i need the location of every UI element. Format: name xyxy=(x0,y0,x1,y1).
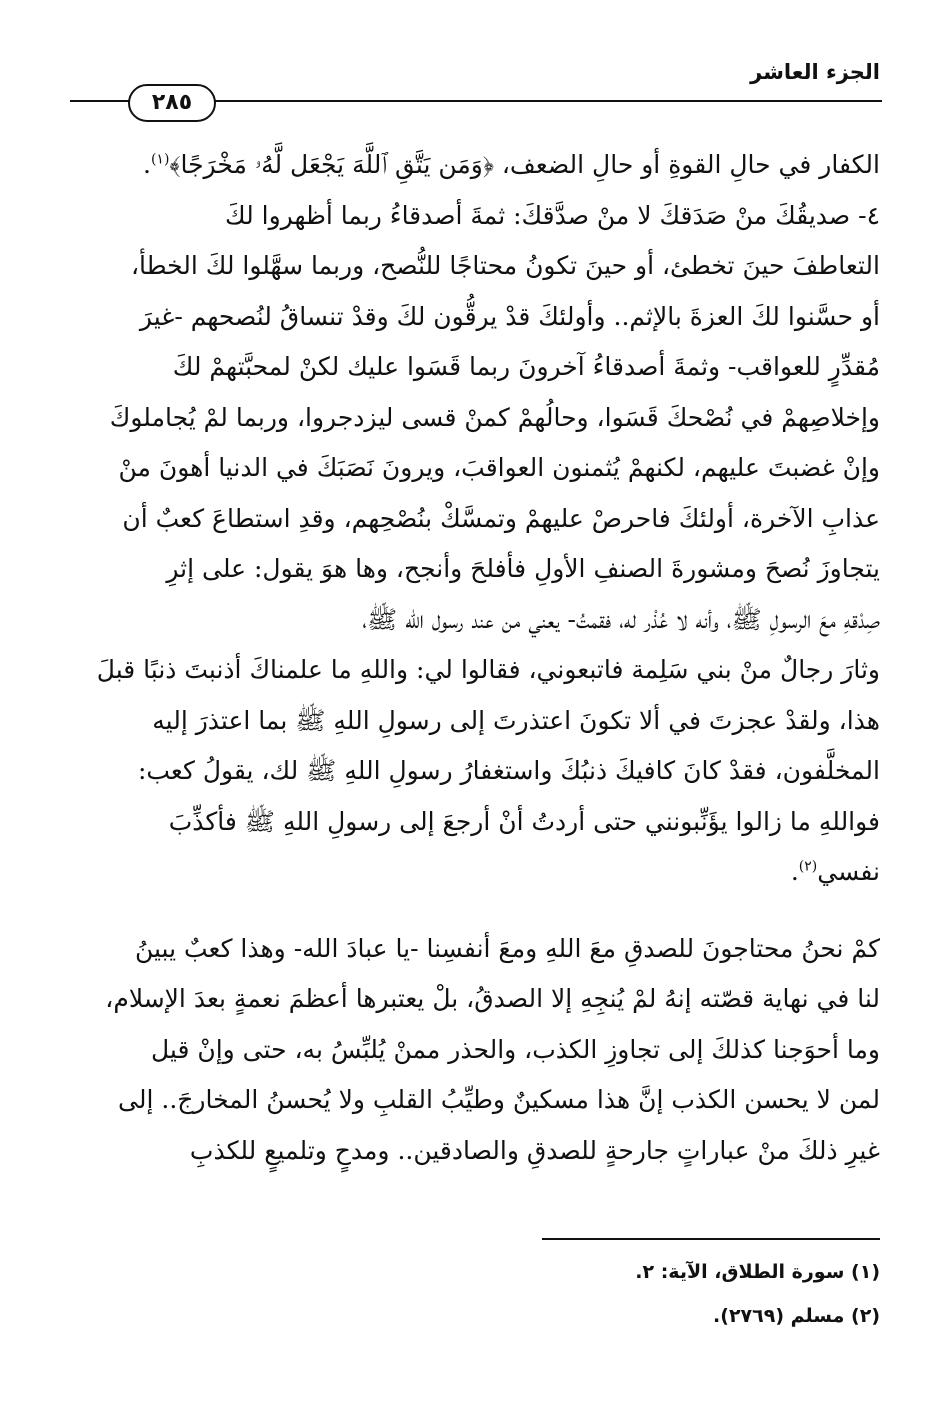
body-text xyxy=(66,140,880,1176)
paragraph-2-line: فواللهِ ما زالوا يؤَنِّبونني حتى أردتُ أنْ أرجعَ إلى رسولِ اللهِ ﷺ فأكذِّبَ xyxy=(168,806,880,836)
paragraph-2-line: وثارَ رجالٌ منْ بني سَلِمة فاتبعوني، فقالوا لي: واللهِ ما علمناكَ أذنبتَ ذنبًا قبلَ xyxy=(96,655,880,684)
paragraph-2-last-line: نفسي$^{(٢)}$. xyxy=(790,857,880,886)
footnote-ref-2: (٢) xyxy=(798,858,818,875)
paragraph-2-line: ٤- صديقُكَ منْ صَدَقكَ لا منْ صدَّقكَ: ثمةَ أصدقاءُ ربما أظهروا لكَ xyxy=(225,200,880,230)
footnotes xyxy=(280,1250,880,1338)
footnote-1: (١) سورة الطلاق، الآية: ٢. xyxy=(635,1261,880,1283)
paragraph-gap xyxy=(66,898,880,924)
paragraph-2-line: عذابِ الآخرة، أولئكَ فاحرصْ عليهمْ وتمسَّكْ بنُصْحِهم، وقدِ استطاعَ كعبٌ أن xyxy=(122,503,880,533)
paragraph-2-line: يتجاوزَ نُصحَ ومشورةَ الصنفِ الأولِ فأفلحَ وأنجح، وها هوَ يقول: على إثرِ xyxy=(166,554,880,583)
paragraph-2-line: صِدْقهِ معَ الرسولِ ﷺ، وأنه لا عُذْر له، فقمتُ- يعني من عند رسول الله ﷺ، xyxy=(362,604,880,634)
paragraph-2-line: التعاطفَ حينَ تخطئ، أو حينَ تكونُ محتاجًا للنُّصح، وربما سهَّلوا لكَ الخطأ، xyxy=(130,251,880,280)
paragraph-2-line: أو حسَّنوا لكَ العزةَ بالإثم.. وأولئكَ قدْ يرقُّون لكَ وقدْ تنساقُ لنُصحهم -غيرَ xyxy=(139,301,880,331)
paragraph-3-line: غيرِ ذلكَ منْ عباراتٍ جارحةٍ للصدقِ والصادقين.. ومدحٍ وتلميعٍ للكذبِ xyxy=(189,1135,880,1165)
footnote-rule xyxy=(542,1238,880,1240)
running-title: الجزء العاشر xyxy=(750,60,880,84)
footnote-2: (٢) مسلم (٢٧٦٩). xyxy=(713,1305,880,1327)
paragraph-2-line: وإنْ غضبتَ عليهم، لكنهمْ يُثمنون العواقبَ، ويرونَ نَصَبَكَ في الدنيا أهونَ منْ xyxy=(118,453,880,482)
page-number-badge: ٢٨٥ xyxy=(128,84,216,122)
paragraph-3-line: لنا في نهاية قصّته إنهُ لمْ يُنجِهِ إلا الصدقُ، بلْ يعتبرها أعظمَ نعمةٍ بعدَ الإسلام، xyxy=(105,984,880,1013)
paragraph-2-line: هذا، ولقدْ عجزتَ في ألا تكونَ اعتذرتَ إلى رسولِ اللهِ ﷺ بما اعتذرَ إليه xyxy=(152,705,880,735)
paragraph-3-line: كمْ نحنُ محتاجونَ للصدقِ معَ اللهِ ومعَ أنفسِنا -يا عبادَ الله- وهذا كعبٌ يبينُ xyxy=(134,933,880,963)
paragraph-1-line: الكفار في حالِ القوةِ أو حالِ الضعف، ﴿وَمَن يَتَّقِ ٱللَّهَ يَجْعَل لَّهُۥ مَخْرَجًا﴾$^{(١)}$. xyxy=(142,150,880,179)
footnote-ref-1: (١) xyxy=(150,151,170,168)
paragraph-2-line: المخلَّفون، فقدْ كانَ كافيكَ ذنبُكَ واستغفارُ رسولِ اللهِ ﷺ لك، يقولُ كعب: xyxy=(137,756,880,785)
paragraph-3-line: لمن لا يحسن الكذب إنَّ هذا مسكينٌ وطيِّبُ القلبِ ولا يُحسنُ المخارجَ.. إلى xyxy=(118,1085,880,1114)
paragraph-2-line: وإخلاصِهمْ في نُصْحكَ قَسَوا، وحالُهمْ كمنْ قسى ليزدجروا، وربما لمْ يُجاملوكَ xyxy=(109,402,880,432)
paragraph-3-line: وما أحوَجنا كذلكَ إلى تجاوزِ الكذب، والحذر ممنْ يُلبِّسُ به، حتى وإنْ قيل xyxy=(150,1034,880,1064)
paragraph-2-line: مُقدِّرٍ للعواقب- وثمةَ أصدقاءُ آخرونَ ربما قَسَوا عليك لكنْ لمحبَّتهمْ لكَ xyxy=(172,352,880,381)
